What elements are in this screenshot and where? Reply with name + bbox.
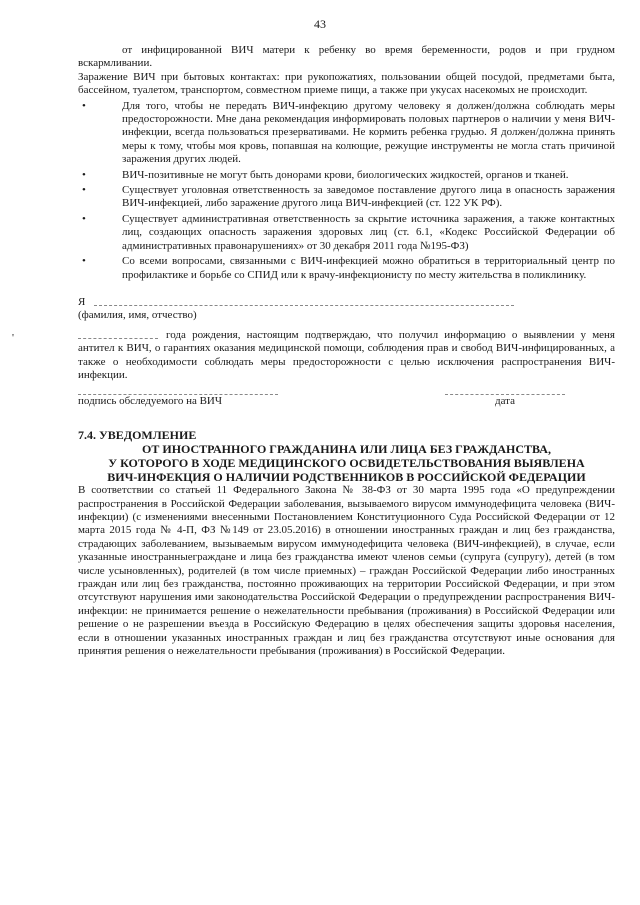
section-title-line: ОТ ИНОСТРАННОГО ГРАЖДАНИНА ИЛИ ЛИЦА БЕЗ ГРАЖДАНСТВА, bbox=[142, 442, 551, 457]
bullet-marker: • bbox=[82, 99, 86, 112]
birth-year-fill-line bbox=[78, 332, 158, 339]
signature-caption: подпись обследуемого на ВИЧ bbox=[78, 395, 223, 408]
date-block bbox=[445, 388, 565, 408]
confirm-paragraph bbox=[78, 329, 615, 383]
signature-row bbox=[78, 388, 615, 408]
bullet-item bbox=[78, 213, 615, 253]
bullet-item bbox=[78, 100, 615, 167]
continuation-paragraph: от инфицированной ВИЧ матери к ребенку во время беременности, родов и при грудном вскармливании. bbox=[78, 44, 615, 70]
bullet-item bbox=[78, 169, 615, 182]
page-content bbox=[78, 44, 615, 658]
section-number: 7.4. УВЕДОМЛЕНИЕ bbox=[78, 427, 197, 442]
stray-mark: ' bbox=[12, 332, 14, 344]
confirm-text: года рождения, настоящим подтверждаю, что получил информацию о выявлении у меня антител к ВИЧ, о гарантиях оказания медицинской помощи, соблюдения прав и свобод ВИЧ-инфицированных, а также о необходимости соблюдать меры предосторожности с целью исключения распространения ВИЧ-инфекции. bbox=[78, 328, 615, 381]
i-label: Я bbox=[78, 295, 86, 308]
bullet-text: Существует уголовная ответственность за заведомое поставление другого лица в опасность заражения ВИЧ-инфекцией, либо заражение другого лица ВИЧ-инфекцией (ст. 122 УК РФ). bbox=[122, 184, 615, 210]
bullet-marker: • bbox=[82, 212, 86, 225]
name-fill-line bbox=[94, 299, 514, 306]
name-line bbox=[78, 296, 615, 309]
section-body-paragraph: В соответствии со статьей 11 Федерального Закона № 38-ФЗ от 30 марта 1995 года «О предупреждении распространения в Российской Федерации заболевания, вызываемого вирусом иммунодефицита человека (ВИЧ-инфекции) (с изменениями внесенными Постановлением Конституционного Суда Российской Федерации от 12 марта 2015 года № 4-П, ФЗ №149 от 23.05.2016) в отношении иностранных граждан и лиц без гражданства, страдающих заболеванием, вызываемым вирусом иммунодефицита человека (ВИЧ-инфекцией), в случае, если указанные иностранныеграждане и лица без гражданства имеют членов семьи (супруга (супругу), детей (в том числе усыновленных), родителей (в том числе приемных) – граждан Российской Федерации либо иностранных граждан или лиц без гражданства, постоянно проживающих на территории Российской Федерации, и при этом отсутствуют нарушения ими законодательства Российской Федерации о предупреждении распространения ВИЧ-инфекции: не принимается решение о нежелательности пребывания (проживания) в Российской Федерации или решение о не разрешении въезда в Российскую Федерацию в целях обеспечения защиты здоровья населения, если в отношении указанных иностранных граждан и лиц без гражданства отсутствуют иные основания для принятия решения о нежелательности пребывания (проживания) в Российской Федерации. bbox=[78, 484, 615, 658]
name-caption: (фамилия, имя, отчество) bbox=[78, 309, 197, 322]
section-title-line: У КОТОРОГО В ХОДЕ МЕДИЦИНСКОГО ОСВИДЕТЕЛЬСТВОВАНИЯ ВЫЯВЛЕНА bbox=[108, 456, 585, 471]
signature-block bbox=[78, 388, 278, 408]
bullet-text: Для того, чтобы не передать ВИЧ-инфекцию другому человеку я должен/должна соблюдать меры предосторожности. Мне дана рекомендация информировать половых партнеров о наличии у меня ВИЧ-инфекции, всегда пользоваться презервативами. Не кормить ребенка грудью. Я должен/должна принять меры к тому, чтобы моя кровь, попавшая на колющие, режущие инструменты не могла стать причиной заражения других людей. bbox=[122, 99, 615, 166]
bullet-text: ВИЧ-позитивные не могут быть донорами крови, биологических жидкостей, органов и тканей. bbox=[122, 168, 569, 181]
section-title-line: ВИЧ-ИНФЕКЦИЯ О НАЛИЧИИ РОДСТВЕННИКОВ В РОССИЙСКОЙ ФЕДЕРАЦИИ bbox=[107, 470, 586, 485]
section-title bbox=[78, 442, 615, 484]
bullet-text: Со всеми вопросами, связанными с ВИЧ-инфекцией можно обратиться в территориальный центр по профилактике и борьбе со СПИД или к врачу-инфекционисту по месту жительства в поликлинику. bbox=[122, 255, 615, 281]
date-fill-line bbox=[445, 388, 565, 395]
bullet-marker: • bbox=[82, 255, 86, 268]
household-contact-paragraph: Заражение ВИЧ при бытовых контактах: при рукопожатиях, пользовании общей посудой, предметами быта, бассейном, туалетом, транспортом, совместном приеме пищи, а также при укусах насекомых не происходит. bbox=[78, 70, 615, 97]
date-caption: дата bbox=[494, 395, 516, 408]
bullet-item bbox=[78, 184, 615, 211]
signature-fill-line bbox=[78, 388, 278, 395]
bullet-marker: • bbox=[82, 184, 86, 197]
bullet-marker: • bbox=[82, 168, 86, 181]
bullet-item bbox=[78, 255, 615, 282]
bullet-text: Существует административная ответственность за скрытие источника заражения, а также контактных лиц, создающих опасность заражения здоровых лиц (ст. 6.1, «Кодекс Российской Федерации об административных правонарушениях» от 30 декабря 2011 года №195-ФЗ) bbox=[122, 212, 615, 252]
page-number: 43 bbox=[314, 17, 326, 31]
